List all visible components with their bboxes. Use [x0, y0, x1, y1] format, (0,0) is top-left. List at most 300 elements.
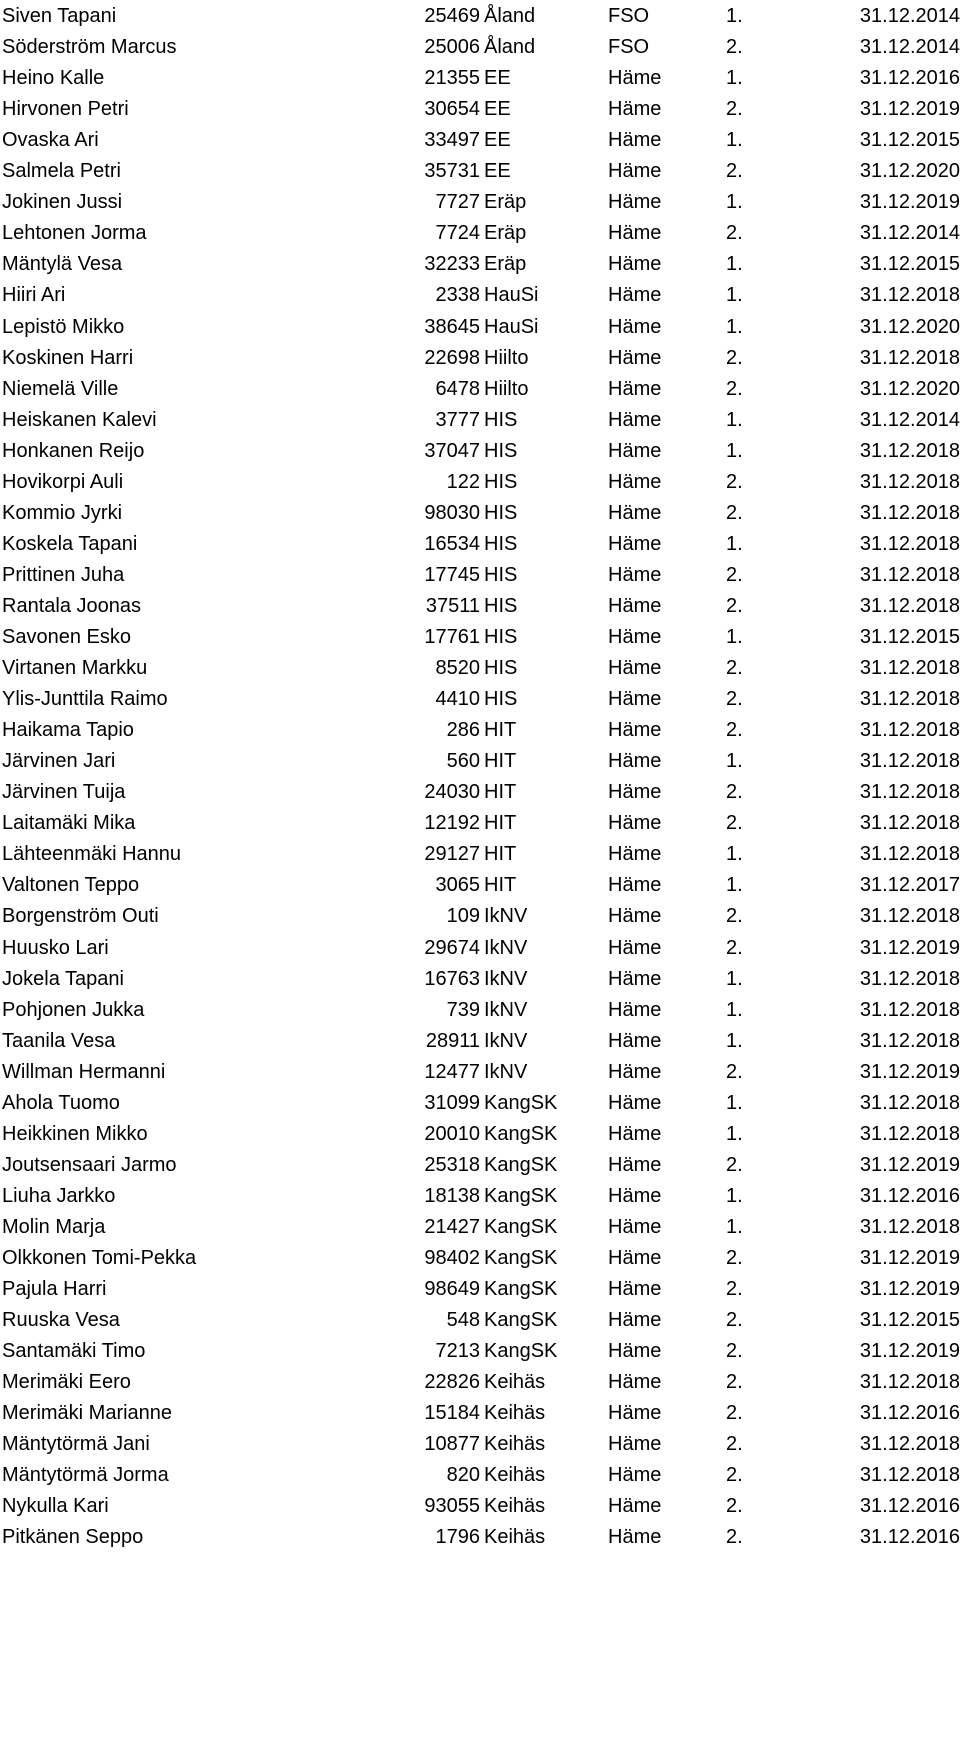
- member-name: Prittinen Juha: [2, 563, 125, 586]
- member-district: Häme: [608, 1122, 662, 1145]
- member-number: 548: [446, 1309, 480, 1332]
- member-number: 10877: [424, 1433, 480, 1456]
- member-district: Häme: [608, 98, 662, 121]
- member-name: Huusko Lari: [2, 936, 109, 959]
- member-district: Häme: [608, 657, 662, 680]
- member-number: 16534: [424, 532, 480, 555]
- member-district: Häme: [608, 967, 662, 990]
- member-number: 24030: [424, 781, 480, 804]
- member-date: 31.12.2018: [859, 346, 960, 369]
- member-name: Hiiri Ari: [2, 284, 66, 307]
- member-club: IkNV: [484, 967, 528, 990]
- member-number: 122: [446, 470, 480, 493]
- table-row: [0, 248, 960, 280]
- member-number: 820: [446, 1464, 480, 1487]
- member-name: Ahola Tuomo: [2, 1091, 120, 1114]
- member-class: 2.: [726, 1060, 743, 1083]
- member-date: 31.12.2018: [859, 750, 960, 773]
- member-date: 31.12.2018: [859, 657, 960, 680]
- member-club: EE: [484, 160, 511, 183]
- member-class: 2.: [726, 594, 743, 617]
- member-club: HIS: [484, 408, 518, 431]
- table-row: [0, 373, 960, 405]
- member-date: 31.12.2018: [859, 1091, 960, 1114]
- member-date: 31.12.2018: [859, 998, 960, 1021]
- table-row: [0, 1118, 960, 1150]
- member-class: 2.: [726, 1402, 743, 1425]
- member-name: Merimäki Marianne: [2, 1402, 173, 1425]
- member-class: 1.: [726, 532, 743, 555]
- member-club: KangSK: [484, 1215, 558, 1238]
- member-club: HIS: [484, 594, 518, 617]
- member-date: 31.12.2017: [859, 874, 960, 897]
- member-club: HIS: [484, 439, 518, 462]
- member-date: 31.12.2019: [859, 1247, 960, 1269]
- table-row: [0, 932, 960, 964]
- member-number: 286: [446, 719, 480, 742]
- table-row: [0, 279, 960, 311]
- member-district: Häme: [608, 1091, 662, 1114]
- member-name: Rantala Joonas: [2, 594, 141, 617]
- member-district: Häme: [608, 377, 662, 400]
- member-name: Hovikorpi Auli: [2, 470, 124, 493]
- member-name: Jokela Tapani: [2, 967, 124, 990]
- table-row: [0, 652, 960, 684]
- member-district: Häme: [608, 532, 662, 555]
- member-number: 32233: [424, 253, 480, 276]
- member-class: 1.: [726, 439, 743, 462]
- member-class: 2.: [726, 1526, 743, 1549]
- member-class: 1.: [726, 1184, 743, 1207]
- member-name: Laitamäki Mika: [2, 812, 136, 835]
- member-name: Nykulla Kari: [2, 1495, 109, 1518]
- member-club: EE: [484, 67, 511, 90]
- member-district: Häme: [608, 67, 662, 90]
- member-class: 1.: [726, 1122, 743, 1145]
- table-row: [0, 466, 960, 498]
- table-row: [0, 869, 960, 901]
- member-name: Lehtonen Jorma: [2, 222, 147, 245]
- member-date: 31.12.2015: [859, 129, 960, 152]
- member-district: Häme: [608, 470, 662, 493]
- table-row: [0, 342, 960, 374]
- member-club: KangSK: [484, 1278, 558, 1301]
- member-name: Pohjonen Jukka: [2, 998, 145, 1021]
- member-district: Häme: [608, 626, 662, 648]
- member-district: Häme: [608, 998, 662, 1021]
- member-class: 2.: [726, 812, 743, 835]
- member-class: 2.: [726, 657, 743, 680]
- member-date: 31.12.2019: [859, 1153, 960, 1176]
- member-class: 2.: [726, 36, 743, 59]
- member-date: 31.12.2018: [859, 719, 960, 742]
- member-class: 1.: [726, 315, 743, 338]
- member-class: 1.: [726, 408, 743, 431]
- member-name: Merimäki Eero: [2, 1371, 131, 1394]
- member-club: Eräp: [484, 253, 527, 276]
- table-row: [0, 1149, 960, 1181]
- member-class: 2.: [726, 905, 743, 928]
- member-number: 37511: [425, 594, 480, 617]
- member-club: KangSK: [484, 1247, 558, 1269]
- table-row: [0, 590, 960, 622]
- member-district: FSO: [608, 36, 650, 59]
- member-club: IkNV: [484, 998, 528, 1021]
- table-row: [0, 1056, 960, 1088]
- member-name: Hirvonen Petri: [2, 98, 129, 121]
- table-row: [0, 559, 960, 591]
- member-number: 12192: [424, 812, 480, 835]
- member-name: Kommio Jyrki: [2, 501, 123, 524]
- member-number: 7727: [435, 191, 480, 214]
- table-row: [0, 900, 960, 932]
- member-name: Niemelä Ville: [2, 377, 119, 400]
- member-name: Olkkonen Tomi-Pekka: [2, 1247, 197, 1269]
- member-club: HIS: [484, 657, 518, 680]
- member-number: 37047: [424, 439, 480, 462]
- member-club: KangSK: [484, 1091, 558, 1114]
- member-name: Heino Kalle: [2, 67, 105, 90]
- table-row: [0, 683, 960, 715]
- member-class: 2.: [726, 346, 743, 369]
- member-name: Pitkänen Seppo: [2, 1526, 144, 1549]
- member-club: KangSK: [484, 1153, 558, 1176]
- member-district: Häme: [608, 1495, 662, 1518]
- member-district: Häme: [608, 1371, 662, 1394]
- member-club: HIS: [484, 563, 518, 586]
- member-date: 31.12.2018: [859, 905, 960, 928]
- member-name: Järvinen Tuija: [2, 781, 126, 804]
- member-number: 3777: [435, 408, 480, 431]
- member-date: 31.12.2020: [859, 315, 960, 338]
- member-date: 31.12.2019: [859, 1278, 960, 1301]
- member-district: Häme: [608, 439, 662, 462]
- table-row: [0, 155, 960, 187]
- member-class: 2.: [726, 781, 743, 804]
- table-row: [0, 1335, 960, 1367]
- member-club: HauSi: [484, 284, 539, 307]
- member-number: 35731: [424, 160, 480, 183]
- member-number: 3065: [435, 874, 480, 897]
- member-club: HauSi: [484, 315, 539, 338]
- member-date: 31.12.2016: [859, 1184, 960, 1207]
- member-name: Lepistö Mikko: [2, 315, 125, 338]
- member-class: 2.: [726, 1495, 743, 1518]
- member-class: 2.: [726, 1309, 743, 1332]
- member-class: 2.: [726, 501, 743, 524]
- member-club: HIT: [484, 843, 517, 866]
- member-club: Åland: [484, 5, 536, 27]
- table-row: [0, 1087, 960, 1119]
- member-name: Koskela Tapani: [2, 532, 138, 555]
- table-row: [0, 404, 960, 436]
- member-club: Hiilto: [484, 346, 529, 369]
- member-number: 31099: [424, 1091, 480, 1114]
- member-club: HIS: [484, 470, 518, 493]
- member-name: Honkanen Reijo: [2, 439, 145, 462]
- member-name: Molin Marja: [2, 1215, 106, 1238]
- member-number: 17745: [424, 563, 480, 586]
- member-club: HIS: [484, 501, 518, 524]
- member-district: Häme: [608, 905, 662, 928]
- member-number: 98649: [424, 1278, 480, 1301]
- member-name: Taanila Vesa: [2, 1029, 116, 1052]
- member-club: Eräp: [484, 222, 527, 245]
- member-date: 31.12.2018: [859, 781, 960, 804]
- member-class: 2.: [726, 1340, 743, 1363]
- table-row: [0, 93, 960, 125]
- table-row: [0, 776, 960, 808]
- table-row: [0, 1521, 960, 1553]
- member-district: Häme: [608, 315, 662, 338]
- member-class: 1.: [726, 1029, 743, 1052]
- member-district: Häme: [608, 874, 662, 897]
- member-date: 31.12.2015: [859, 626, 960, 648]
- member-district: Häme: [608, 1060, 662, 1083]
- member-number: 30654: [424, 98, 480, 121]
- member-class: 2.: [726, 1433, 743, 1456]
- member-class: 2.: [726, 470, 743, 493]
- member-date: 31.12.2018: [859, 1215, 960, 1238]
- member-date: 31.12.2020: [859, 160, 960, 183]
- member-district: Häme: [608, 1184, 662, 1207]
- member-club: KangSK: [484, 1309, 558, 1332]
- member-class: 1.: [726, 874, 743, 897]
- member-date: 31.12.2018: [859, 967, 960, 990]
- table-row: [0, 0, 960, 32]
- member-date: 31.12.2018: [859, 1029, 960, 1052]
- member-district: Häme: [608, 1526, 662, 1549]
- member-number: 22698: [424, 346, 480, 369]
- table-row: [0, 1180, 960, 1212]
- member-district: Häme: [608, 253, 662, 276]
- member-club: Keihäs: [484, 1464, 546, 1487]
- table-row: [0, 838, 960, 870]
- member-number: 25318: [424, 1153, 480, 1176]
- table-row: [0, 186, 960, 218]
- member-name: Salmela Petri: [2, 160, 121, 183]
- member-club: EE: [484, 98, 511, 121]
- table-row: [0, 497, 960, 529]
- member-number: 4410: [435, 688, 480, 711]
- member-number: 7724: [435, 222, 480, 245]
- member-class: 2.: [726, 688, 743, 711]
- member-date: 31.12.2018: [859, 812, 960, 835]
- member-district: Häme: [608, 160, 662, 183]
- member-date: 31.12.2018: [859, 1464, 960, 1487]
- table-row: [0, 31, 960, 63]
- member-class: 1.: [726, 5, 743, 27]
- member-date: 31.12.2018: [859, 501, 960, 524]
- table-row: [0, 1397, 960, 1429]
- member-club: HIT: [484, 781, 517, 804]
- member-class: 2.: [726, 563, 743, 586]
- member-name: Valtonen Teppo: [2, 874, 140, 897]
- member-district: Häme: [608, 843, 662, 866]
- member-class: 2.: [726, 377, 743, 400]
- member-club: HIT: [484, 750, 517, 773]
- table-row: [0, 994, 960, 1026]
- member-number: 109: [446, 905, 480, 928]
- member-class: 2.: [726, 1153, 743, 1176]
- member-class: 1.: [726, 750, 743, 773]
- member-district: Häme: [608, 781, 662, 804]
- member-club: IkNV: [484, 1060, 528, 1083]
- member-name: Ruuska Vesa: [2, 1309, 120, 1332]
- member-name: Ovaska Ari: [2, 129, 99, 152]
- member-class: 2.: [726, 160, 743, 183]
- member-club: Keihäs: [484, 1526, 546, 1549]
- member-district: Häme: [608, 1340, 662, 1363]
- member-district: Häme: [608, 936, 662, 959]
- member-district: Häme: [608, 408, 662, 431]
- member-date: 31.12.2018: [859, 439, 960, 462]
- member-club: IkNV: [484, 936, 528, 959]
- member-number: 2338: [435, 284, 480, 307]
- member-number: 22826: [424, 1371, 480, 1394]
- member-date: 31.12.2019: [859, 191, 960, 214]
- member-class: 2.: [726, 936, 743, 959]
- member-name: Liuha Jarkko: [2, 1184, 116, 1207]
- member-club: Keihäs: [484, 1402, 546, 1425]
- member-class: 2.: [726, 719, 743, 742]
- member-class: 1.: [726, 626, 743, 648]
- member-name: Savonen Esko: [2, 626, 131, 648]
- table-row: [0, 435, 960, 467]
- member-class: 2.: [726, 1371, 743, 1394]
- member-name: Heikkinen Mikko: [2, 1122, 148, 1145]
- member-district: Häme: [608, 1464, 662, 1487]
- member-date: 31.12.2018: [859, 1122, 960, 1145]
- member-name: Mäntylä Vesa: [2, 253, 123, 276]
- member-district: Häme: [608, 1247, 662, 1269]
- table-row: [0, 1490, 960, 1522]
- member-date: 31.12.2018: [859, 843, 960, 866]
- member-number: 12477: [424, 1060, 480, 1083]
- member-district: Häme: [608, 750, 662, 773]
- member-date: 31.12.2016: [859, 1402, 960, 1425]
- member-number: 21427: [424, 1215, 480, 1238]
- member-name: Santamäki Timo: [2, 1340, 146, 1363]
- member-class: 2.: [726, 1464, 743, 1487]
- member-class: 1.: [726, 967, 743, 990]
- member-club: Hiilto: [484, 377, 529, 400]
- member-name: Ylis-Junttila Raimo: [2, 688, 168, 711]
- member-club: Keihäs: [484, 1495, 546, 1518]
- member-district: Häme: [608, 1278, 662, 1301]
- table-row: [0, 1459, 960, 1491]
- member-name: Mäntytörmä Jani: [2, 1433, 150, 1456]
- member-date: 31.12.2016: [859, 1495, 960, 1518]
- member-club: HIS: [484, 688, 518, 711]
- member-name: Koskinen Harri: [2, 346, 134, 369]
- member-club: HIT: [484, 874, 517, 897]
- member-number: 25006: [424, 36, 480, 59]
- member-date: 31.12.2019: [859, 98, 960, 121]
- member-name: Joutsensaari Jarmo: [2, 1153, 177, 1176]
- table-row: [0, 124, 960, 156]
- member-date: 31.12.2018: [859, 1371, 960, 1394]
- member-date: 31.12.2018: [859, 1433, 960, 1456]
- table-row: [0, 528, 960, 560]
- member-number: 7213: [435, 1340, 480, 1363]
- member-club: Keihäs: [484, 1371, 546, 1394]
- member-date: 31.12.2014: [859, 222, 960, 245]
- member-district: Häme: [608, 346, 662, 369]
- member-number: 29674: [424, 936, 480, 959]
- member-district: Häme: [608, 1402, 662, 1425]
- member-name: Willman Hermanni: [2, 1060, 166, 1083]
- member-name: Pajula Harri: [2, 1278, 107, 1301]
- member-name: Mäntytörmä Jorma: [2, 1464, 169, 1487]
- member-number: 560: [446, 750, 480, 773]
- member-district: Häme: [608, 1309, 662, 1332]
- member-district: Häme: [608, 501, 662, 524]
- member-district: Häme: [608, 129, 662, 152]
- member-class: 1.: [726, 191, 743, 214]
- member-district: Häme: [608, 719, 662, 742]
- member-club: HIT: [484, 719, 517, 742]
- member-club: Eräp: [484, 191, 527, 214]
- member-name: Söderström Marcus: [2, 36, 177, 59]
- member-number: 20010: [424, 1122, 480, 1145]
- member-club: KangSK: [484, 1340, 558, 1363]
- member-number: 98402: [424, 1247, 480, 1269]
- member-date: 31.12.2014: [859, 5, 960, 27]
- member-class: 1.: [726, 129, 743, 152]
- member-name: Heiskanen Kalevi: [2, 408, 157, 431]
- table-row: [0, 311, 960, 343]
- table-row: [0, 807, 960, 839]
- member-name: Lähteenmäki Hannu: [2, 843, 182, 866]
- member-class: 1.: [726, 1215, 743, 1238]
- member-name: Järvinen Jari: [2, 750, 116, 773]
- member-class: 1.: [726, 67, 743, 90]
- table-row: [0, 1273, 960, 1305]
- table-row: [0, 1211, 960, 1243]
- member-club: EE: [484, 129, 511, 152]
- member-class: 1.: [726, 843, 743, 866]
- member-date: 31.12.2019: [859, 936, 960, 959]
- member-class: 2.: [726, 222, 743, 245]
- member-district: Häme: [608, 688, 662, 711]
- member-number: 38645: [424, 315, 480, 338]
- member-date: 31.12.2019: [859, 1340, 960, 1363]
- member-number: 8520: [435, 657, 480, 680]
- member-name: Borgenström Outi: [2, 905, 159, 928]
- member-number: 6478: [435, 377, 480, 400]
- member-date: 31.12.2015: [859, 1309, 960, 1332]
- member-club: IkNV: [484, 1029, 528, 1052]
- member-club: IkNV: [484, 905, 528, 928]
- member-club: Keihäs: [484, 1433, 546, 1456]
- member-date: 31.12.2018: [859, 688, 960, 711]
- member-district: Häme: [608, 594, 662, 617]
- member-class: 1.: [726, 253, 743, 276]
- member-club: KangSK: [484, 1184, 558, 1207]
- member-date: 31.12.2016: [859, 1526, 960, 1549]
- member-name: Haikama Tapio: [2, 719, 134, 742]
- member-class: 2.: [726, 98, 743, 121]
- member-name: Jokinen Jussi: [2, 191, 123, 214]
- member-number: 17761: [424, 626, 480, 648]
- member-club: HIS: [484, 626, 518, 648]
- member-date: 31.12.2018: [859, 532, 960, 555]
- member-date: 31.12.2020: [859, 377, 960, 400]
- member-district: Häme: [608, 284, 662, 307]
- table-row: [0, 1366, 960, 1398]
- member-date: 31.12.2014: [859, 408, 960, 431]
